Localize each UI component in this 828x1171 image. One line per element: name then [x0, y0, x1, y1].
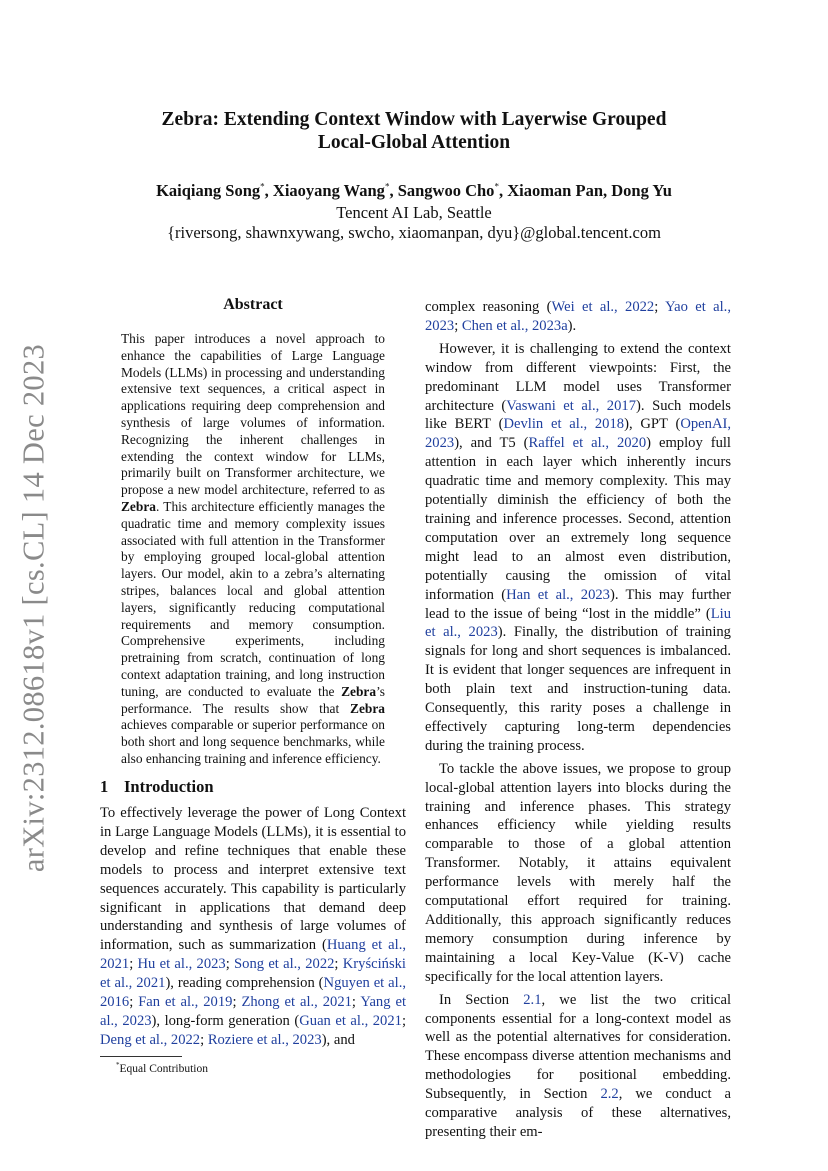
body-text: ;	[129, 994, 139, 1011]
body-text: ) employ full attention in each layer which inherently incurs quadratic time and memory complexity. This may potentially diminish the efficiency of both the training and inference processes. Second, attention computation over an extremely long sequence might lead to an almost even distribution, potentially causing the omission of vital information (	[425, 435, 731, 603]
body-text: ;	[401, 1012, 407, 1029]
author: Kaiqiang Song	[156, 181, 261, 200]
affiliation: Tencent AI Lab, Seattle	[336, 203, 492, 222]
citation-link[interactable]: Kryściński et al., 2021	[100, 956, 406, 992]
citation-link[interactable]: Deng et al., 2022	[100, 1031, 201, 1048]
abstract-text: This paper introduces a novel approach to enhance the capabilities of Large Language Models (LLMs) in processing and understanding extensive text sequences, a critical aspect in applications requiring deep comprehension and synthesis of large volumes of information. Recognizing the inherent challenges in extending the context window for LLMs, primarily built on Transformer architecture, we propose a new model architecture, referred to as	[121, 331, 385, 498]
citation-link[interactable]: Zhong et al., 2021	[241, 994, 352, 1011]
paragraph	[425, 298, 731, 336]
citation-link[interactable]: Yao et al., 2023	[425, 299, 731, 334]
title-line-2: Local-Global Attention	[317, 132, 511, 153]
citation-link[interactable]: Hu et al., 2023	[137, 956, 226, 973]
author: Xiaoman Pan, Dong Yu	[507, 181, 672, 200]
author-sep: ,	[498, 181, 508, 200]
arxiv-id-text: arXiv:2312.08618v1 [cs.CL] 14 Dec 2023	[16, 343, 51, 872]
citation-link[interactable]: Fan et al., 2019	[138, 994, 233, 1011]
paragraph	[425, 340, 731, 756]
model-name: Zebra	[121, 498, 156, 514]
citation-link[interactable]: Wei et al., 2022	[551, 299, 655, 315]
citation-link[interactable]: Roziere et al., 2023	[207, 1031, 322, 1048]
citation-link[interactable]: 2.1	[523, 991, 542, 1008]
body-text: ).	[567, 317, 577, 334]
title-line-1: Zebra: Extending Context Window with Layerwise Grouped	[161, 109, 667, 130]
model-name: Zebra	[341, 683, 377, 699]
arxiv-identifier	[14, 343, 54, 872]
paper-title	[100, 108, 728, 154]
body-text: ), long-form generation (	[151, 1012, 300, 1029]
author-mark: *	[384, 181, 390, 192]
body-text: ;	[200, 1031, 208, 1048]
footnote	[116, 1061, 208, 1075]
body-text: , we conduct a comparative analysis of these alternatives, presenting their em-	[425, 1086, 731, 1140]
citation-link[interactable]: Vaswani et al., 2017	[506, 397, 636, 414]
body-text: However, it is challenging to extend the context window from different viewpoints: First, the predominant LLM model uses Transformer architecture (	[425, 340, 731, 414]
author: Sangwoo Cho	[397, 181, 495, 200]
body-text: ), and T5 (	[454, 435, 529, 452]
body-text: ), GPT (	[624, 416, 681, 433]
abstract-heading: Abstract	[223, 296, 283, 313]
footnote-mark: *	[116, 1061, 120, 1069]
body-text: ). Finally, the distribution of training signals for long and short sequences is imbalanced. It is evident that longer sequences are infrequent in both plain text and instruction-tuning data. Consequently, this rarity poses a challenge in effectively capturing long-term dependencies during the training process.	[425, 624, 731, 754]
body-text: ), reading comprehension (	[165, 975, 324, 992]
right-column-text	[425, 298, 731, 1146]
body-text: ;	[334, 956, 343, 973]
abstract-text: ’s performance. The results show that	[121, 683, 385, 716]
citation-link[interactable]: Liu et al., 2023	[425, 605, 731, 641]
section-title: Introduction	[124, 777, 214, 796]
footnote-rule	[100, 1056, 182, 1057]
citation-link[interactable]: Yang et al., 2023	[100, 994, 406, 1029]
author-list	[100, 181, 728, 201]
body-text: ;	[454, 317, 462, 334]
citation-link[interactable]: OpenAI, 2023	[425, 416, 731, 452]
citation-link[interactable]: Song et al., 2022	[234, 956, 335, 973]
citation-link[interactable]: Guan et al., 2021	[299, 1012, 402, 1029]
author: Xiaoyang Wang	[272, 181, 385, 200]
citation-link[interactable]: Huang et al., 2021	[100, 937, 406, 973]
body-text: ;	[129, 956, 138, 973]
section-heading-introduction	[100, 777, 214, 797]
body-text: complex reasoning (	[425, 299, 552, 315]
body-text: To effectively leverage the power of Long Context in Large Language Models (LLMs), it is essential to develop and refine techniques that enable these models to process and interpret extensive text sequences accurately. This capability is particularly significant in applications that demand deep understanding and synthesis of large volumes of information, such as summarization (	[100, 805, 406, 954]
section-number: 1	[100, 777, 109, 796]
body-text: ;	[351, 994, 361, 1011]
introduction-paragraph	[100, 804, 406, 1050]
citation-link[interactable]: Chen et al., 2023a	[461, 317, 568, 334]
body-text: ;	[225, 956, 235, 973]
footnote-text: Equal Contribution	[119, 1062, 208, 1075]
author-emails: {riversong, shawnxywang, swcho, xiaomanpan, dyu}@global.tencent.com	[167, 223, 661, 242]
paragraph	[425, 991, 731, 1142]
paragraph	[425, 760, 731, 987]
abstract-body	[121, 331, 385, 768]
body-text: In Section	[439, 991, 524, 1008]
author-mark: *	[260, 181, 265, 192]
body-text: ). Such models like BERT (	[425, 397, 731, 433]
citation-link[interactable]: Han et al., 2023	[506, 586, 610, 603]
citation-link[interactable]: 2.2	[600, 1086, 619, 1103]
body-text: ), and	[321, 1031, 355, 1048]
abstract-text: . This architecture efficiently manages the quadratic time and memory complexity issues associated with full attention in the Transformer by employing grouped local-global attention layers. Our model, akin to a zebra’s alternating stripes, balances local and global attention layers, significantly reducing computational requirements and memory consumption. Comprehensive experiments, including pretraining from scratch, continuation of long context adaptation training, and long instruction tuning, are conducted to evaluate the	[121, 498, 385, 699]
author-sep: ,	[264, 181, 273, 200]
citation-link[interactable]: Raffel et al., 2020	[528, 435, 647, 452]
body-text: To tackle the above issues, we propose to group local-global attention layers into blocks during the training and inference phases. This strategy enhances efficiency while yielding results comparable to those of a global attention Transformer. Notably, it attains equivalent performance levels with merely half the computational effort required for training. Additionally, this approach significantly reduces memory consumption during inference by maintaining a local Key-Value (K-V) cache specifically for the local attention layers.	[425, 760, 731, 985]
citation-link[interactable]: Devlin et al., 2018	[503, 416, 625, 433]
body-text: ). This may further lead to the issue of being “lost in the middle” (	[425, 586, 731, 622]
author-mark: *	[494, 181, 499, 192]
author-sep: ,	[389, 181, 398, 200]
body-text: , we list the two critical components essential for a long-context model as well as the potential alternatives for consideration. These encompass diverse attention mechanisms and methodologies for positional embedding. Subsequently, in Section	[425, 991, 732, 1103]
body-text: ;	[232, 994, 242, 1011]
model-name: Zebra	[350, 700, 385, 716]
body-text: ;	[654, 299, 666, 315]
citation-link[interactable]: Nguyen et al., 2016	[100, 975, 406, 1011]
abstract-text: achieves comparable or superior performance on both short and long sequence benchmarks, while also enhancing training and inference efficiency.	[121, 717, 385, 766]
